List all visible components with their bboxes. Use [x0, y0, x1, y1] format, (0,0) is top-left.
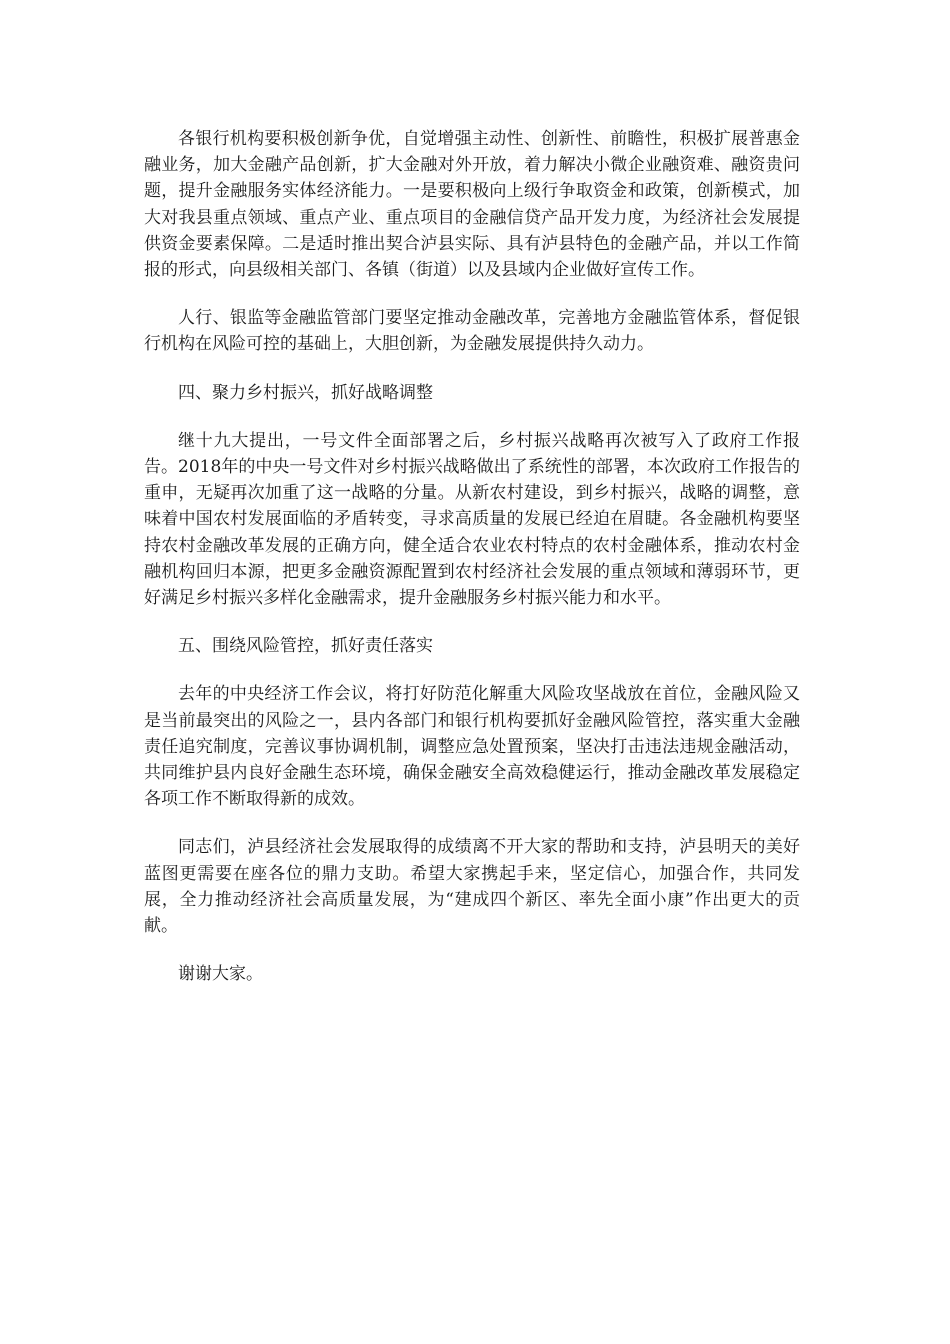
- document-body: [144, 126, 800, 1009]
- paragraph-rural-revitalization: 继十九大提出，一号文件全面部署之后，乡村振兴战略再次被写入了政府工作报告。2018年的中央一号文件对乡村振兴战略做出了系统性的部署，本次政府工作报告的重申，无疑再次加重了这一战略的分量。从新农村建设，到乡村振兴，战略的调整，意味着中国农村发展面临的矛盾转变，寻求高质量的发展已经迫在眉睫。各金融机构要坚持农村金融改革发展的正确方向，健全适合农业农村特点的农村金融体系，推动农村金融机构回归本源，把更多金融资源配置到农村经济社会发展的重点领域和薄弱环节，更好满足乡村振兴多样化金融需求，提升金融服务乡村振兴能力和水平。: [144, 430, 800, 609]
- paragraph-thanks: 谢谢大家。: [178, 964, 263, 985]
- paragraph-bank-innovation: 各银行机构要积极创新争优，自觉增强主动性、创新性、前瞻性，积极扩展普惠金融业务，加大金融产品创新，扩大金融对外开放，着力解决小微企业融资难、融资贵问题，提升金融服务实体经济能力。一是要积极向上级行争取资金和政策，创新模式，加大对我县重点领域、重点产业、重点项目的金融信贷产品开发力度，为经济社会发展提供资金要素保障。二是适时推出契合泸县实际、具有泸县特色的金融产品，并以工作简报的形式，向县级相关部门、各镇（街道）以及县域内企业做好宣传工作。: [144, 129, 800, 281]
- paragraph-risk-control: 去年的中央经济工作会议，将打好防范化解重大风险攻坚战放在首位，金融风险又是当前最突出的风险之一，县内各部门和银行机构要抓好金融风险管控，落实重大金融责任追究制度，完善议事协调机制，调整应急处置预案，坚决打击违法违规金融活动，共同维护县内良好金融生态环境，确保金融安全高效稳健运行，推动金融改革发展稳定各项工作不断取得新的成效。: [144, 684, 800, 810]
- section-heading-risk-control: 五、围绕风险管控，抓好责任落实: [178, 636, 433, 657]
- paragraph-closing-remarks: 同志们，泸县经济社会发展取得的成绩离不开大家的帮助和支持，泸县明天的美好蓝图更需要在座各位的鼎力支助。希望大家携起手来，坚定信心，加强合作，共同发展，全力推动经济社会高质量发展，为“建成四个新区、率先全面小康”作出更大的贡献。: [144, 837, 800, 937]
- paragraph-regulators: 人行、银监等金融监管部门要坚定推动金融改革，完善地方金融监管体系，督促银行机构在风险可控的基础上，大胆创新，为金融发展提供持久动力。: [144, 308, 800, 355]
- section-heading-rural-revitalization: 四、聚力乡村振兴，抓好战略调整: [178, 382, 433, 403]
